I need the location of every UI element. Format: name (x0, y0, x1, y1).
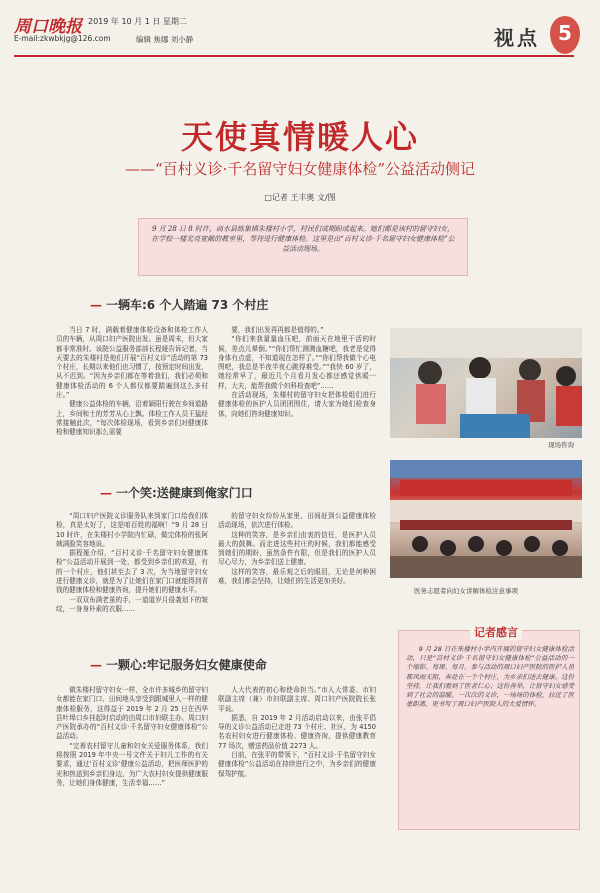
paragraph: “周口妇产医院义诊服务队来到家门口给我们体检，真是太好了，这是咱百姓的福啊！”9 月 28 日 10 时许，在朱楼村小学院内忙碌，做完体检的张阿姨满脸笑容地说。 (56, 512, 208, 548)
header-rule (14, 55, 574, 57)
section1-column-right (218, 326, 376, 419)
paragraph: 做朱楼村留守妇女一样，全市许多城乡的留守妇女都能在家门口、田间地头享受到跟城里人一样的健康体检服务，这得益于 2019 年 2 月 25 日在西华县叶埠口乡挂起时启动的由周口市妇联主办、周口妇产医院承办的“百村义诊·千名留守妇女健康体检”公益活动。 (56, 686, 208, 741)
heading-dash: — (100, 486, 112, 500)
section3-column-right (218, 686, 376, 779)
paragraph: 健康公益体检的车辆，沿着颖阳行驶在乡间道路上，乡间和土的芳芳从心上飘。体检工作人员王猛经常接触此次，“每次体检现场，看到乡亲们对健康体检和健康知识那么需要 (56, 400, 208, 437)
paragraph: 要，我们出发再再都是值得的。” (231, 326, 324, 334)
section-name: 视点 (494, 26, 540, 50)
article-subtitle: ——“百村义诊·千名留守妇女健康体检”公益活动侧记 (124, 160, 476, 178)
article-title: 天使真情暖人心 (180, 118, 419, 156)
photo-caption-1: 现场咨询 (548, 441, 574, 449)
lead-text: 9 月 28 日 8 时许，商水县练集镇朱楼村小学，村民们或期盼或起来。她们都是该村的留守妇女，在学校一楼光亮宽敞的教室里，等待进行健康体检。这里是由“百村义诊·千名留守妇女健康体检”公益活动现场。 (151, 225, 455, 253)
paragraph: 在活动现场，朱楼村的留守妇女把体检组们进行健康体检的医护人员团团围住，请大家为她们检查身体，向她们咨询健康知识。 (218, 391, 376, 418)
consultation-photo (390, 328, 582, 438)
commentary-title: 记者感言 (470, 624, 522, 640)
commentary-text: 9 月 28 日在朱楼村小学内开展的留守妇女健康体检活动，只是“百村义诊·千名留守妇女健康体检”公益活动的一个缩影。每周、每月，参与活动的周口妇产医院的医护人员都风雨无阻，奔赴在一个个村庄，为乡亲们送去健康。这份坚持，让我们看到了医者仁心；这份善举，让留守妇女感受到了社会的温暖。一次次的义诊，一场场的体检，拉近了医患距离，更书写了周口妇产医院人的大爱情怀。 (406, 645, 574, 709)
section-heading-text: 一颗心:牢记服务妇女健康使命 (106, 658, 267, 672)
contact-email: E-mail:zkwbkjg@126.com (14, 34, 111, 43)
paragraph: 据悉，自 2019 年 2 月活动启动以来，由张平倡导的义诊公益活动已走进 73 个村庄、社区，为 4150 名农村妇女进行健康体检、健康咨询，提供健康教育 77 场次，赠送药品价值 2273 人。 (218, 713, 376, 750)
section-heading-text: 一辆车:6 个人踏遍 73 个村庄 (106, 298, 269, 312)
lead-box (138, 218, 468, 276)
section-heading-2 (100, 484, 253, 501)
paragraph: “完善农村留守儿童和妇女关爱服务体系，我们将按照 2019 年中央一号文件关于妇儿工作的有关要求，通过‘百村义诊’健康公益活动，把医师医护的光和热送到乡亲们身边，为广大农村妇女提供健康服务，让她们身体健康，生活幸福……” (56, 741, 208, 787)
paragraph: 一双双布满老茧的手，一道道岁月侵袭划下的皱纹，一身身朴素的衣服…… (56, 595, 208, 613)
section-heading-text: 一个笑:送健康到俺家门口 (116, 486, 253, 500)
paragraph: 当日 7 时，满载着健康体检设备和体检工作人员的车辆，从周口妇产医院出发。虽是周末，但大家都非常准时。该院公益服务部部长程娅告诉记者，当天要去的朱楼村是他们开展“百村义诊”活动的第 73 个村庄，长期以来他们也习惯了，按预定时间出发，从不迟到。“因为乡亲们都在等着我们，我们必须和健康体检活动的 6 个人都仅都要踏遍到这么多村庄。” (56, 326, 208, 400)
section-heading-1 (90, 296, 268, 313)
heading-dash: — (90, 658, 102, 672)
masthead (14, 12, 586, 48)
paper-logo: 周口晚报 (14, 17, 82, 37)
paragraph: 目前，在张平的带领下，“百村义诊·千名留守妇女健康体检”公益活动在持续进行之中，为乡亲们的健康保驾护航。 (218, 751, 376, 778)
issue-date: 2019 年 10 月 1 日 星期二 (88, 17, 187, 26)
section1-column-left (56, 326, 208, 438)
section3-column-left (56, 686, 208, 788)
commentary-text-block (406, 645, 574, 709)
section-heading-3 (90, 656, 267, 673)
heading-dash: — (90, 298, 102, 312)
volunteers-photo-illustration (390, 460, 582, 578)
editor-credit: 编辑 焦娜 刘小静 (136, 35, 194, 44)
paragraph: 这样的笑容，最乐观之后的眼泪，无论是何种困难，我们都会坚持，让她们的生活更加美好。 (218, 567, 376, 586)
page-number-badge: 5 (550, 16, 580, 54)
article-byline: □记者 王丰奥 文/图 (264, 193, 336, 202)
paragraph: 这种的笑容，是乡亲们由衷的信任，是医护人员最大的鼓舞。而走进这些村庄的时候，我们都能感受到她们的期盼，虽然条件有限，但是我们的医护人员尽心尽力，为乡亲们送上健康。 (218, 530, 376, 567)
section2-column-left (56, 512, 208, 614)
photo-caption-2: 医务志愿者向妇女讲解体检注意事项 (414, 587, 518, 595)
section2-column-right (218, 512, 376, 586)
consultation-photo-illustration (390, 328, 582, 438)
volunteers-photo (390, 460, 582, 578)
paragraph: 人大代表的初心和使命担当。”市人大常委、市妇联副主席（兼）市妇联副主席、周口妇产医院院长张平说。 (218, 686, 376, 713)
paragraph: 的留守妇女纷纷从家里、田间赶到公益健康体检活动现场，依次进行体检。 (218, 512, 376, 530)
paragraph: “你们来我量量血压吧，前面天在地里干活的时候，差点儿晕倒。”“你们帮忙测测血糖吧，我老是觉得身体有点虚，不知道现在怎样了。”“你们帮我做个心电图吧，我总是半夜半夜心跳得难受。”“我快 60 岁了，她经常早了，最近几个月看月发心都还感觉供暖一样，大夫，能帮我做个妇科检查吧”…… (218, 335, 376, 390)
paragraph: 据程娅介绍，“百村义诊·千名留守妇女健康体检”公益活动开展到一处，都受到乡亲们的欢迎，有的一个村庄，他们甚至去了 3 次，为当地留守妇女进行健康义诊，就是为了让她们在家门口就能得到省钱的健康体检和健康咨询，提升她们的健康水平。 (56, 549, 208, 595)
